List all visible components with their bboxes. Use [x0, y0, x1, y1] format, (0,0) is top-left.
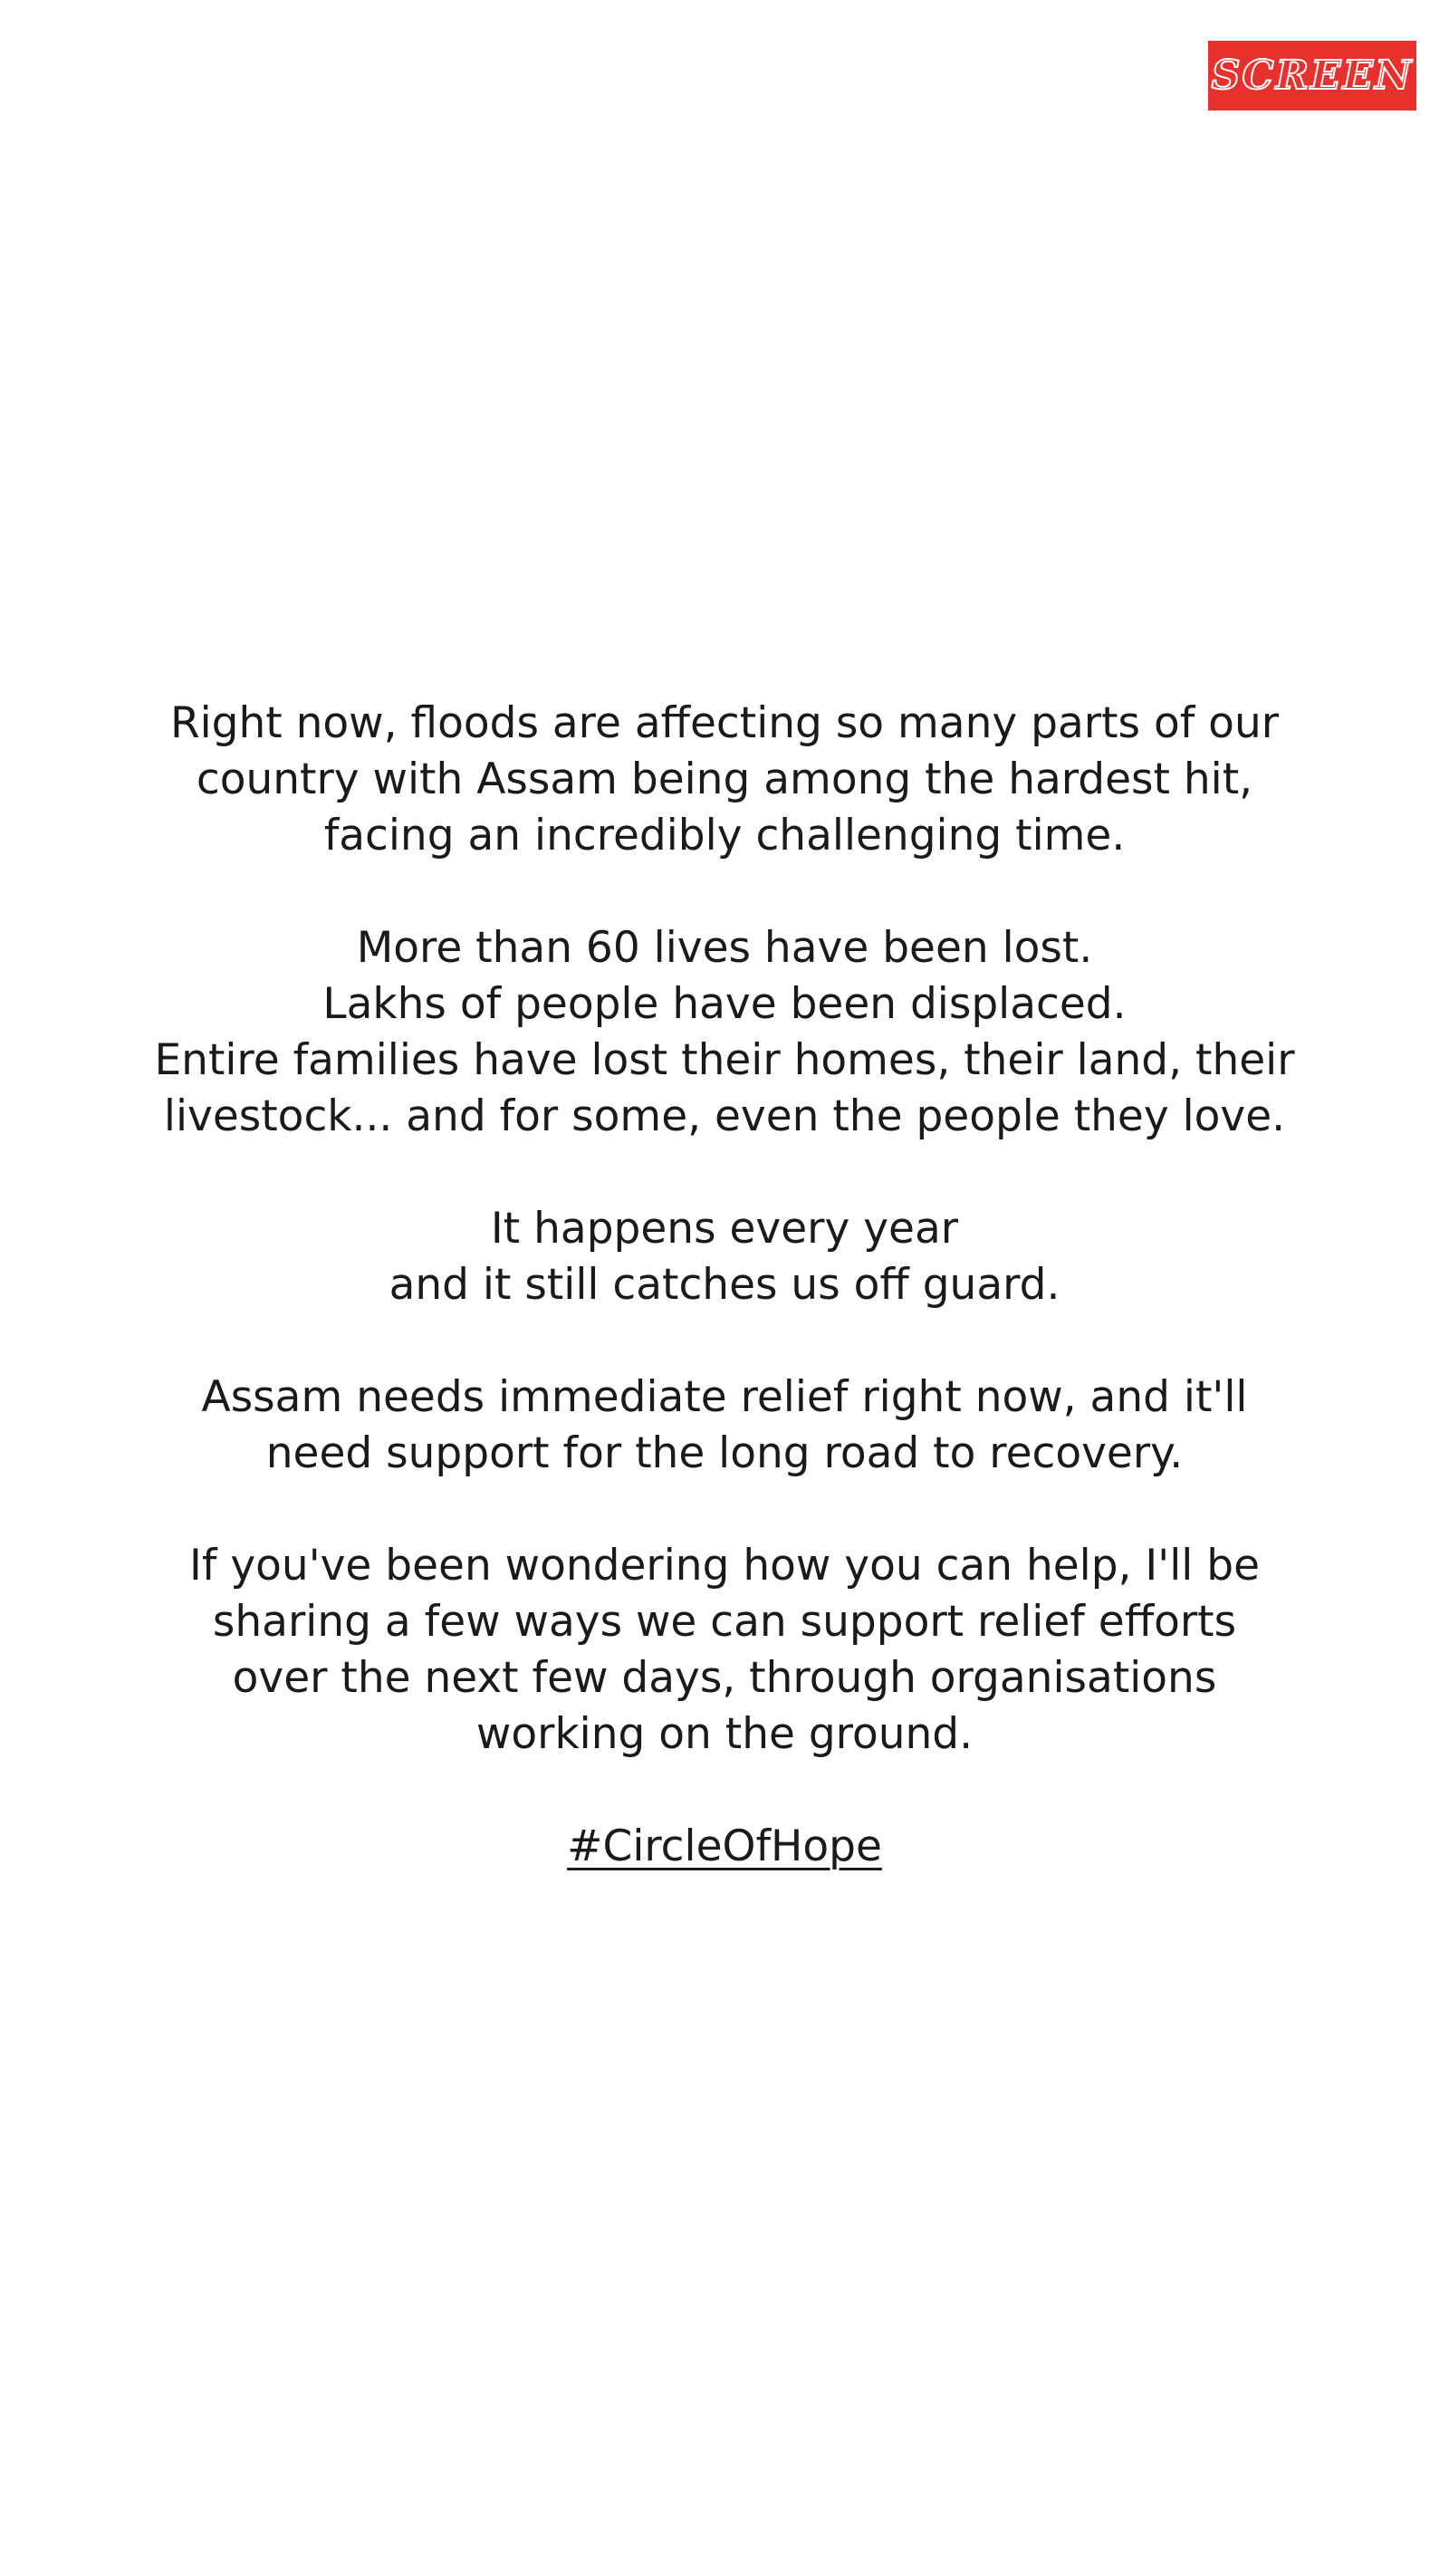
screen-logo — [1208, 41, 1416, 111]
paragraph-every-year — [72, 1201, 1377, 1313]
text-line: livestock... and for some, even the people they love. — [163, 1091, 1286, 1141]
text-line: need support for the long road to recovery. — [265, 1428, 1184, 1478]
text-line: It happens every year — [490, 1204, 959, 1254]
text-line: facing an incredibly challenging time. — [323, 811, 1126, 860]
paragraph-losses — [72, 920, 1377, 1145]
hashtag-paragraph — [72, 1819, 1377, 1875]
text-line: working on the ground. — [475, 1709, 974, 1759]
text-line: If you've been wondering how you can help, I'll be — [188, 1541, 1261, 1591]
text-line: country with Assam being among the hardest hit, — [196, 755, 1253, 804]
paragraph-relief — [72, 1370, 1377, 1482]
text-line: More than 60 lives have been lost. — [356, 923, 1093, 973]
text-line: Assam needs immediate relief right now, and it'll — [201, 1372, 1248, 1422]
statement-text — [72, 696, 1377, 1931]
screen-logo-text: SCREEN — [1211, 52, 1414, 99]
text-line: sharing a few ways we can support relief efforts — [212, 1597, 1237, 1647]
text-line: and it still catches us off guard. — [389, 1260, 1060, 1310]
text-line: over the next few days, through organisations — [232, 1653, 1217, 1703]
text-line: Entire families have lost their homes, their land, their — [154, 1035, 1295, 1085]
text-line: Lakhs of people have been displaced. — [322, 979, 1127, 1029]
hashtag-link[interactable]: #CircleOfHope — [567, 1821, 882, 1871]
text-line: Right now, floods are affecting so many parts of our — [169, 698, 1280, 748]
paragraph-how-to-help — [72, 1538, 1377, 1763]
paragraph-floods — [72, 696, 1377, 864]
